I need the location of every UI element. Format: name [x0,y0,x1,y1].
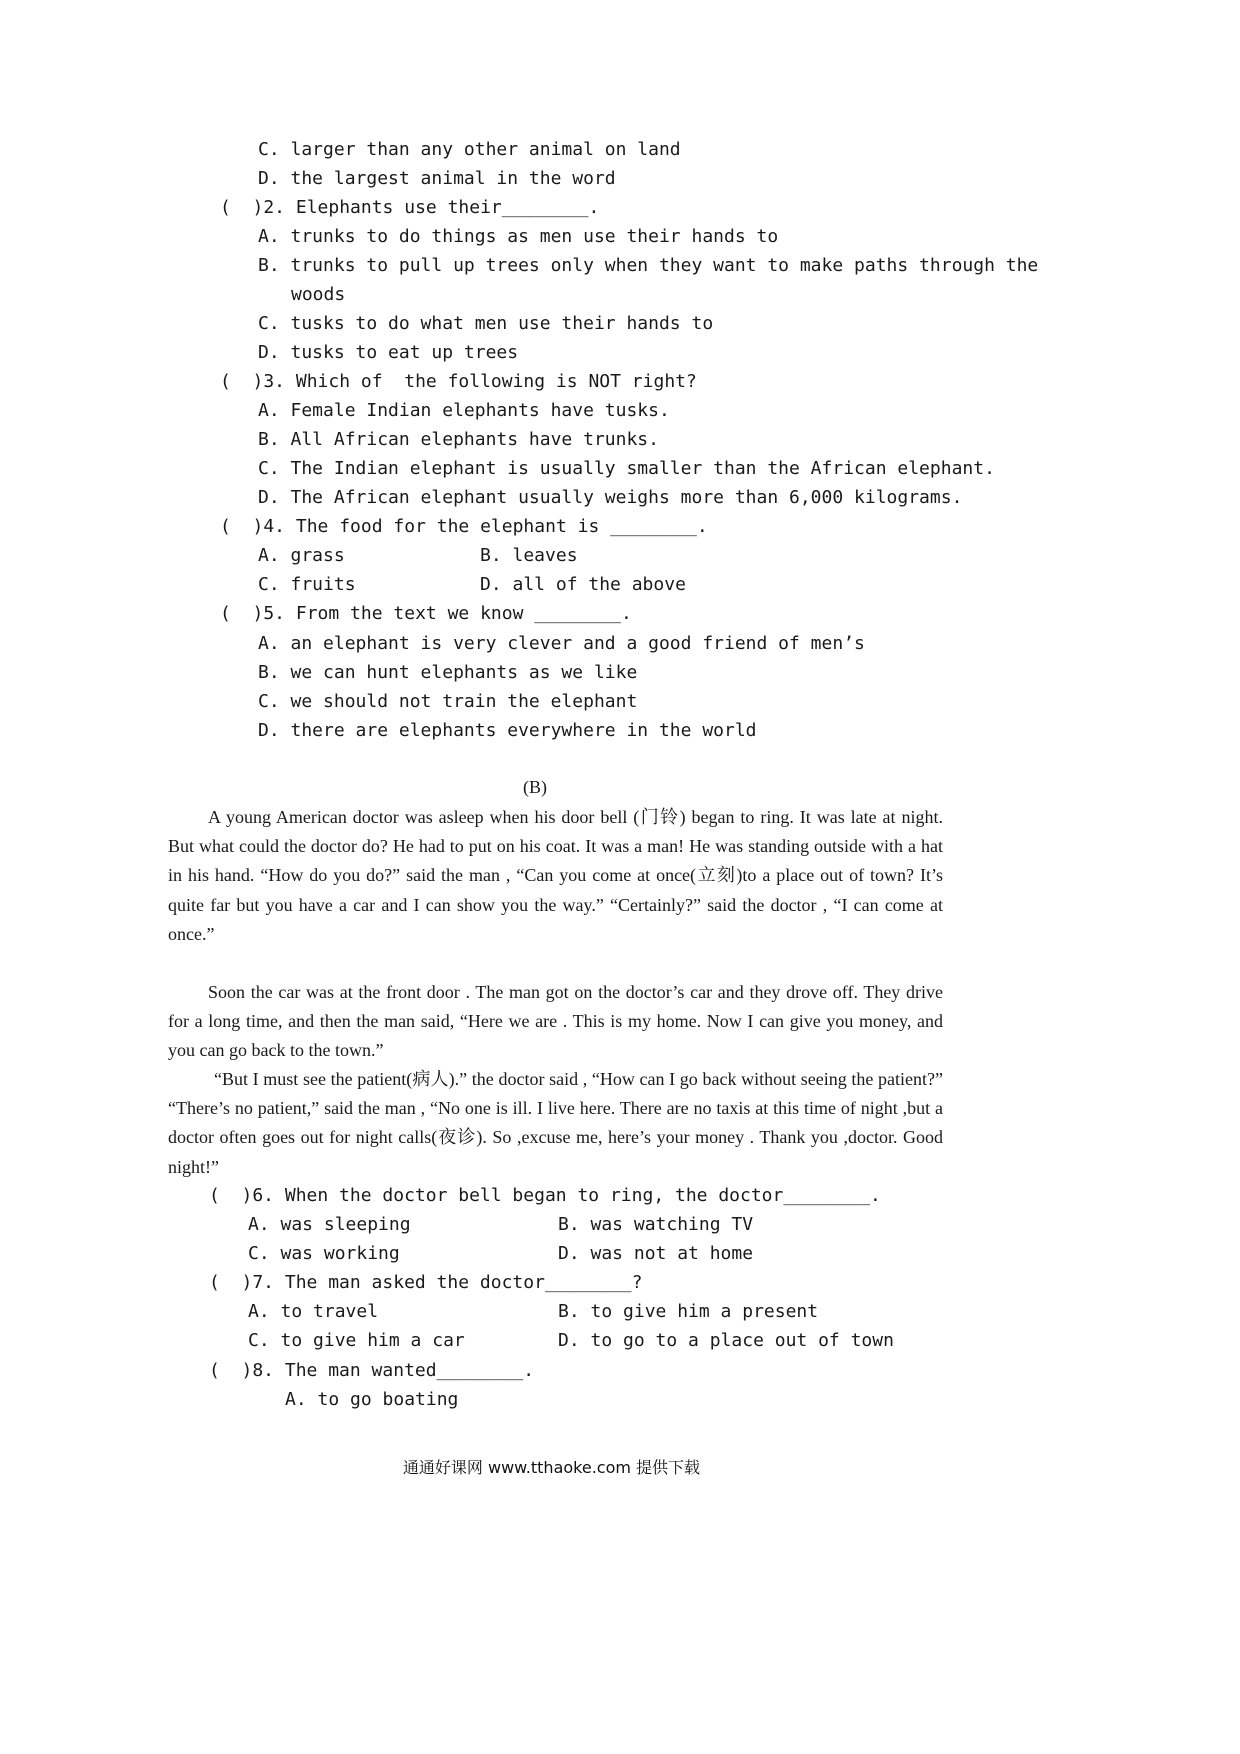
q1-option-d: D. the largest animal in the word [258,168,616,189]
q4-option-a: A. grass [258,545,345,566]
q7-stem: ( )7. The man asked the doctor________? [209,1272,643,1293]
q6-stem: ( )6. When the doctor bell began to ring, the doctor________. [209,1185,881,1206]
passage-paragraph-3-text: “But I must see the patient(病人).” the doctor said , “How can I go back without seeing the patient?” “There’s no patient,” said the man , “No one is ill. I live here. There are no taxis at this time of night ,but a doctor often goes out for night calls(夜诊). So ,excuse me, here’s your money . Thank you ,doctor. Good night!” [168,1069,943,1177]
q3-option-b: B. All African elephants have trunks. [258,429,659,450]
q2-option-d: D. tusks to eat up trees [258,342,519,363]
q1-option-c: C. larger than any other animal on land [258,139,681,160]
q7-option-d: D. to go to a place out of town [558,1330,894,1351]
q8-stem: ( )8. The man wanted________. [209,1360,535,1381]
q7-option-c: C. to give him a car [248,1330,465,1351]
q7-option-a: A. to travel [248,1301,379,1322]
passage-paragraph-1 [168,803,943,949]
q2-option-c: C. tusks to do what men use their hands to [258,313,714,334]
passage-paragraph-2-text: Soon the car was at the front door . The man got on the doctor’s car and they drove off. They drive for a long time, and then the man said, “Here we are . This is my home. Now I can give you money, and you can go back to the town.” [168,982,943,1061]
q5-option-b: B. we can hunt elephants as we like [258,662,638,683]
q6-option-d: D. was not at home [558,1243,754,1264]
q3-option-d: D. The African elephant usually weighs more than 6,000 kilograms. [258,487,963,508]
q2-option-a: A. trunks to do things as men use their hands to [258,226,779,247]
q3-option-a: A. Female Indian elephants have tusks. [258,400,670,421]
q5-option-d: D. there are elephants everywhere in the world [258,720,757,741]
q3-option-c: C. The Indian elephant is usually smaller than the African elephant. [258,458,995,479]
passage-paragraph-3 [168,1065,943,1182]
q6-option-a: A. was sleeping [248,1214,411,1235]
q2-option-b-cont: woods [291,284,346,305]
q8-option-a: A. to go boating [285,1389,459,1410]
q6-option-b: B. was watching TV [558,1214,754,1235]
q2-stem: ( )2. Elephants use their________. [220,197,600,218]
q5-option-a: A. an elephant is very clever and a good friend of men’s [258,633,865,654]
page-footer: 通通好课网 www.tthaoke.com 提供下载 [402,1458,701,1477]
q7-option-b: B. to give him a present [558,1301,819,1322]
section-b-title: (B) [523,777,547,797]
q4-stem: ( )4. The food for the elephant is ________. [220,516,708,537]
q4-option-c: C. fruits [258,574,356,595]
q5-option-c: C. we should not train the elephant [258,691,638,712]
q6-option-c: C. was working [248,1243,400,1264]
passage-paragraph-2 [168,978,943,1066]
q2-option-b: B. trunks to pull up trees only when they want to make paths through the [258,255,1039,276]
q4-option-b: B. leaves [480,545,578,566]
q5-stem: ( )5. From the text we know ________. [220,603,632,624]
q4-option-d: D. all of the above [480,574,686,595]
passage-paragraph-1-text: A young American doctor was asleep when his door bell (门铃) began to ring. It was late at night. But what could the doctor do? He had to put on his coat. It was a man! He was standing outside with a hat in his hand. “How do you do?” said the man , “Can you come at once(立刻)to a place out of town? It’s quite far but you have a car and I can show you the way.” “Certainly?” said the doctor , “I can come at once.” [168,807,943,944]
q3-stem: ( )3. Which of the following is NOT right? [220,371,697,392]
